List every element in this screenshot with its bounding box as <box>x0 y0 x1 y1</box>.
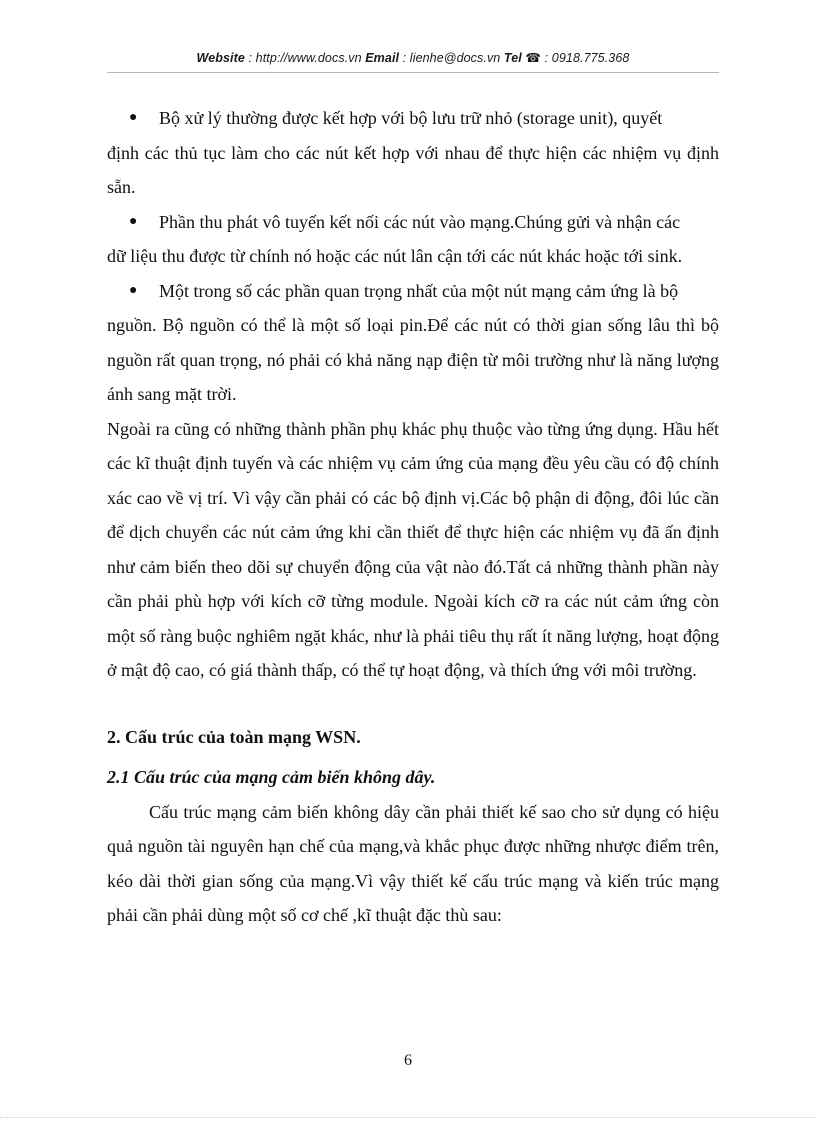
tel-value: : 0918.775.368 <box>541 51 630 65</box>
bullet-rest: định các thủ tục làm cho các nút kết hợp với nhau để thực hiện các nhiệm vụ định sẵn. <box>107 142 719 197</box>
email-value: : lienhe@docs.vn <box>399 51 504 65</box>
bullet-rest: dữ liệu thu được từ chính nó hoặc các nút lân cận tới các nút khác hoặc tới sink. <box>107 246 683 266</box>
email-label: Email <box>365 51 400 65</box>
bullet-item <box>107 101 719 205</box>
bullet-icon: ● <box>129 282 138 298</box>
bullet-item <box>107 205 719 274</box>
tel-label: Tel <box>503 51 522 65</box>
bullet-item <box>107 274 719 412</box>
header-divider <box>107 72 719 73</box>
bullet-first-line: Một trong số các phần quan trọng nhất của một nút mạng cảm ứng là bộ <box>159 280 679 301</box>
phone-icon: ☎ <box>525 51 542 65</box>
bullet-icon: ● <box>129 213 138 229</box>
body-paragraph: Ngoài ra cũng có những thành phần phụ khác phụ thuộc vào từng ứng dụng. Hầu hết các kĩ thuật định tuyến và các nhiệm vụ cảm ứng của mạng đều yêu cầu có độ chính xác cao về vị trí. Vì vậy cần phải có các bộ định vị.Các bộ phận di động, đôi lúc cần để dịch chuyển các nút cảm ứng khi cần thiết để thực hiện các nhiệm vụ đã ấn định như cảm biến theo dõi sự chuyển động của vật nào đó.Tất cả những thành phần này cần phải phù hợp với kích cỡ từng module. Ngoài kích cỡ ra các nút cảm ứng còn một số ràng buộc nghiêm ngặt khác, như là phải tiêu thụ rất ít năng lượng, hoạt động ở mật độ cao, có giá thành thấp, có thể tự hoạt động, và thích ứng với môi trường. <box>107 418 719 680</box>
body-paragraph: Cấu trúc mạng cảm biến không dây cần phải thiết kế sao cho sử dụng có hiệu quả nguồn tài nguyên hạn chế của mạng,và khắc phục được những nhược điểm trên, kéo dài thời gian sống của mạng.Vì vậy thiết kế cấu trúc mạng và kiến trúc mạng phải cần phải dùng một số cơ chế ,kĩ thuật đặc thù sau: <box>107 801 719 925</box>
section-heading: 2. Cấu trúc của toàn mạng WSN. <box>107 726 361 747</box>
bullet-first-line: Bộ xử lý thường được kết hợp với bộ lưu trữ nhỏ (storage unit), quyết <box>159 108 663 128</box>
bullet-first-line: Phần thu phát vô tuyến kết nối các nút vào mạng.Chúng gửi và nhận các <box>159 211 681 232</box>
page-header <box>107 50 719 65</box>
bullet-icon: ● <box>129 110 138 125</box>
website-label: Website <box>196 51 245 65</box>
bullet-rest: nguồn. Bộ nguồn có thể là một số loại pin.Để các nút có thời gian sống lâu thì bộ nguồn rất quan trọng, nó phải có khả năng nạp điện từ môi trường như là năng lượng ánh sang mặt trời. <box>107 315 719 404</box>
page-number: 6 <box>404 1052 412 1069</box>
subsection-heading: 2.1 Cấu trúc của mạng cảm biến không dây. <box>107 767 436 787</box>
page-body <box>107 101 719 933</box>
footer-divider <box>0 1117 816 1118</box>
website-value: : http://www.docs.vn <box>244 51 366 65</box>
